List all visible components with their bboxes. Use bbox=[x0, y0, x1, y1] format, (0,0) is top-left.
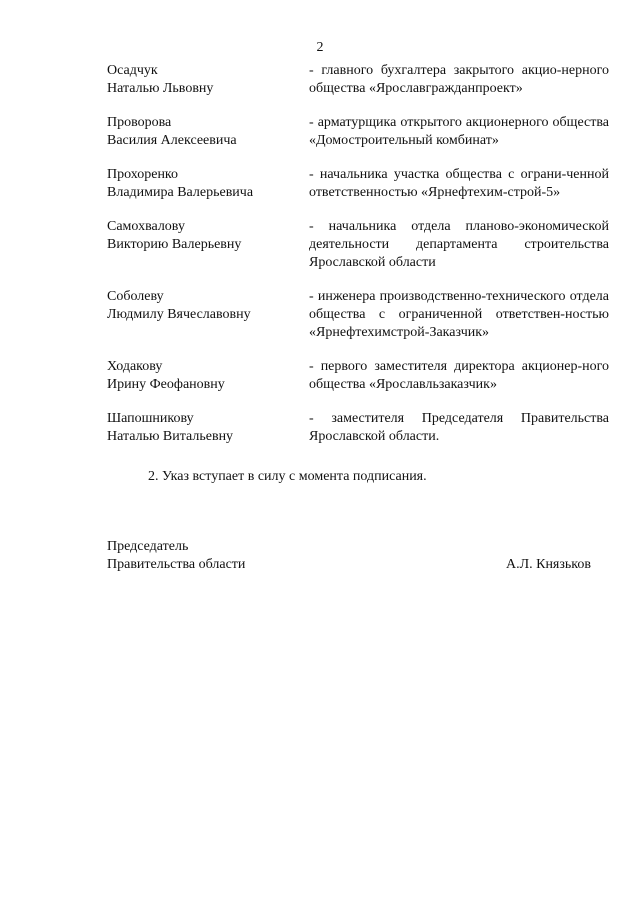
award-list bbox=[107, 62, 609, 446]
person-surname: Прохоренко bbox=[107, 167, 179, 182]
person-name bbox=[107, 410, 305, 446]
person-name bbox=[107, 218, 305, 272]
list-item bbox=[107, 358, 609, 394]
signature-row bbox=[107, 556, 591, 574]
list-item bbox=[107, 62, 609, 98]
list-item bbox=[107, 410, 609, 446]
signatory-name: А.Л. Князьков bbox=[506, 557, 591, 572]
person-position: - начальника отдела планово-экономической деятельности департамента строительства Ярославской области bbox=[309, 219, 609, 270]
person-name bbox=[107, 114, 305, 150]
person-given-name: Наталью Львовну bbox=[107, 81, 214, 96]
person-surname: Шапошникову bbox=[107, 411, 194, 426]
person-name bbox=[107, 288, 305, 342]
clause-effective-date: 2. Указ вступает в силу с момента подписания. bbox=[148, 469, 427, 484]
signatory-title-line-2: Правительства области bbox=[107, 557, 246, 572]
person-given-name: Наталью Витальевну bbox=[107, 429, 234, 444]
person-position: - инженера производственно-технического отдела общества с ограниченной ответствен-ностью «Ярнефтехимстрой-Заказчик» bbox=[309, 289, 609, 340]
person-position: - начальника участка общества с ограни-ченной ответственностью «Ярнефтехим-строй-5» bbox=[309, 167, 609, 200]
person-given-name: Ирину Феофановну bbox=[107, 377, 225, 392]
list-item bbox=[107, 218, 609, 272]
person-name bbox=[107, 62, 305, 98]
person-given-name: Людмилу Вячеславовну bbox=[107, 307, 251, 322]
person-position: - первого заместителя директора акционер-ного общества «Ярославльзаказчик» bbox=[309, 359, 609, 392]
page-number: 2 bbox=[316, 40, 324, 55]
list-item bbox=[107, 114, 609, 150]
person-surname: Осадчук bbox=[107, 63, 158, 78]
person-given-name: Владимира Валерьевича bbox=[107, 185, 254, 200]
person-surname: Самохвалову bbox=[107, 219, 185, 234]
signatory-title-line-1: Председатель bbox=[107, 539, 189, 554]
list-item bbox=[107, 166, 609, 202]
person-position: - арматурщика открытого акционерного общества «Домостроительный комбинат» bbox=[309, 115, 609, 148]
person-name bbox=[107, 358, 305, 394]
person-position: - заместителя Председателя Правительства Ярославской области. bbox=[309, 411, 609, 444]
person-position: - главного бухгалтера закрытого акцио-нерного общества «Ярославгражданпроект» bbox=[309, 63, 609, 96]
person-surname: Соболеву bbox=[107, 289, 164, 304]
person-given-name: Василия Алексеевича bbox=[107, 133, 237, 148]
person-surname: Проворова bbox=[107, 115, 172, 130]
list-item bbox=[107, 288, 609, 342]
person-given-name: Викторию Валерьевну bbox=[107, 237, 242, 252]
person-name bbox=[107, 166, 305, 202]
signature-block bbox=[107, 538, 591, 574]
person-surname: Ходакову bbox=[107, 359, 163, 374]
